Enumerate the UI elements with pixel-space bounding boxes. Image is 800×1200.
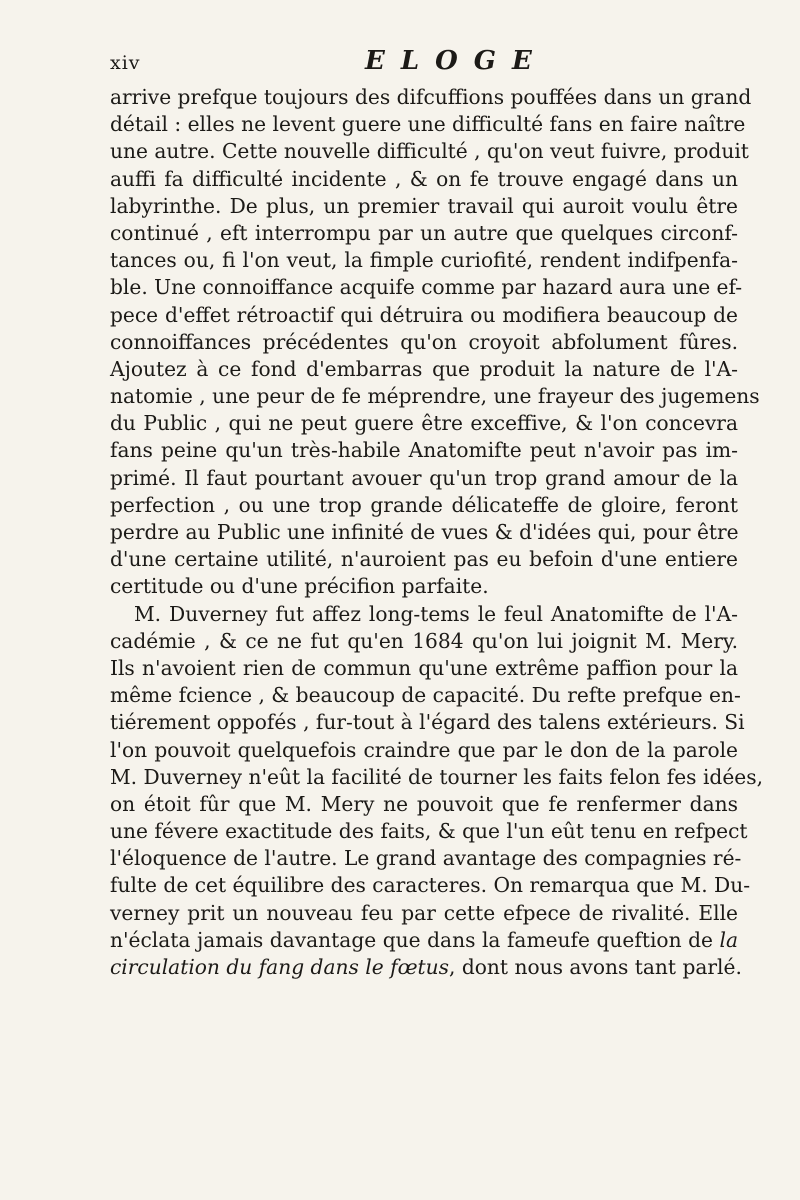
text-line: d'une certaine utilité, n'auroient pas eu befoin d'une entiere <box>110 547 738 572</box>
text-line: l'éloquence de l'autre. Le grand avantage des compagnies ré- <box>110 846 742 871</box>
text-line: Ils n'avoient rien de commun qu'une extrême paffion pour la <box>110 655 738 680</box>
text-segment: n'éclata jamais davantage que dans la fameufe queftion de <box>110 927 713 952</box>
text-line: M. Duverney n'eût la facilité de tourner les faits felon fes idées, <box>110 764 764 789</box>
italic-title: la <box>719 927 738 952</box>
text-line: continué , eft interrompu par un autre que quelques circonf- <box>110 220 738 245</box>
text-line: labyrinthe. De plus, un premier travail qui auroit voulu être <box>110 193 738 218</box>
italic-title: circulation du fang dans le fœtus <box>110 955 450 979</box>
paragraph-1 <box>110 84 760 601</box>
text-line: une autre. Cette nouvelle difficulté , qu'on veut fuivre, produit <box>110 139 749 164</box>
running-title: ELOGE <box>365 46 548 76</box>
text-line: une févere exactitude des faits, & que l'un eût tenu en refpect <box>110 819 748 844</box>
text-line: du Public , qui ne peut guere être exceffive, & l'on concevra <box>110 411 738 436</box>
text-line: auffi fa difficulté incidente , & on fe trouve engagé dans un <box>110 166 738 191</box>
text-line: primé. Il faut pourtant avouer qu'un trop grand amour de la <box>110 465 738 490</box>
text-line: M. Duverney fut affez long-tems le feul Anatomifte de l'A- <box>134 601 738 626</box>
text-line: même fcience , & beaucoup de capacité. Du refte prefque en- <box>110 683 741 708</box>
body-text <box>110 84 764 981</box>
text-line: tances ou, fi l'on veut, la fimple curiofité, rendent indifpenfa- <box>110 248 738 273</box>
text-line: perdre au Public une infinité de vues & d'idées qui, pour être <box>110 520 739 544</box>
text-line: l'on pouvoit quelquefois craindre que par le don de la parole <box>110 737 738 762</box>
text-line: détail : elles ne levent guere une difficulté fans en faire naître <box>110 112 746 137</box>
page-number: xiv <box>110 52 141 74</box>
text-line: arrive prefque toujours des difcuffions pouffées dans un grand <box>110 85 752 109</box>
text-line: on étoit fûr que M. Mery ne pouvoit que fe renfermer dans <box>110 791 738 816</box>
text-line: verney prit un nouveau feu par cette efpece de rivalité. Elle <box>110 900 738 925</box>
text-line: certitude ou d'une précifion parfaite. <box>110 574 489 599</box>
text-line: tiérement oppofés , fur-tout à l'égard des talens extérieurs. Si <box>110 710 745 735</box>
text-line: fans peine qu'un très-habile Anatomifte peut n'avoir pas im- <box>110 438 738 463</box>
text-line: natomie , une peur de fe méprendre, une frayeur des jugemens <box>110 384 760 409</box>
text-line: pece d'effet rétroactif qui détruira ou modifiera beaucoup de <box>110 302 738 327</box>
text-line: cadémie , & ce ne fut qu'en 1684 qu'on lui joignit M. Mery. <box>110 628 738 653</box>
text-line: Ajoutez à ce fond d'embarras que produit la nature de l'A- <box>110 356 738 381</box>
text-segment: , dont nous avons tant parlé. <box>449 955 742 979</box>
text-line <box>110 927 738 954</box>
text-line: connoiffances précédentes qu'on croyoit abfolument fûres. <box>110 329 738 354</box>
page-header <box>110 46 710 82</box>
text-line: ble. Une connoiffance acquife comme par hazard aura une ef- <box>110 275 743 300</box>
text-line <box>110 954 742 981</box>
paragraph-2 <box>110 601 764 982</box>
text-line: fulte de cet équilibre des caracteres. On remarqua que M. Du- <box>110 873 751 898</box>
text-line: perfection , ou une trop grande délicateffe de gloire, feront <box>110 492 738 517</box>
